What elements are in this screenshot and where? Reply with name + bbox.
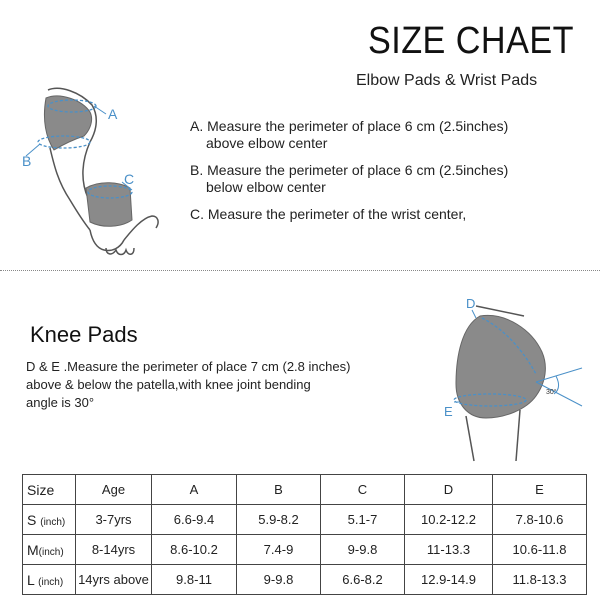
value-cell-b: 9-9.8 xyxy=(237,565,321,595)
value-cell-b: 7.4-9 xyxy=(237,535,321,565)
wrist-pad-shape xyxy=(86,183,132,227)
section-divider xyxy=(0,270,600,271)
instruction-a xyxy=(190,118,508,152)
value-cell-a: 6.6-9.4 xyxy=(152,505,237,535)
size-unit: (inch) xyxy=(38,546,64,558)
size-table xyxy=(22,474,587,595)
table-header-cell: Size xyxy=(23,475,76,505)
angle-label: 30° xyxy=(546,389,557,396)
value-cell-c: 6.6-8.2 xyxy=(321,565,405,595)
value-cell-e: 11.8-13.3 xyxy=(493,565,587,595)
table-header-cell: Age xyxy=(76,475,152,505)
arm-diagram xyxy=(20,80,180,260)
size-letter: M xyxy=(27,541,39,558)
knee-description-line: angle is 30° xyxy=(26,395,95,410)
instruction-a-line1: A. Measure the perimeter of place 6 cm (2.5inches) xyxy=(190,118,509,134)
age-cell: 14yrs above xyxy=(76,565,152,595)
table-header-cell: C xyxy=(321,475,405,505)
value-cell-d: 10.2-12.2 xyxy=(405,505,493,535)
instruction-c-line1: C. Measure the perimeter of the wrist center, xyxy=(190,206,467,222)
age-cell: 3-7yrs xyxy=(76,505,152,535)
label-e: E xyxy=(444,404,453,419)
instruction-b-line2: below elbow center xyxy=(206,179,326,195)
value-cell-a: 8.6-10.2 xyxy=(152,535,237,565)
table-header-cell: D xyxy=(405,475,493,505)
size-unit: (inch) xyxy=(38,576,64,588)
instruction-b-line1: B. Measure the perimeter of place 6 cm (2.5inches) xyxy=(190,162,509,178)
elbow-pad-shape xyxy=(44,96,91,150)
knee-diagram xyxy=(436,296,586,466)
instruction-b xyxy=(190,162,508,196)
value-cell-b: 5.9-8.2 xyxy=(237,505,321,535)
table-header-cell: A xyxy=(152,475,237,505)
age-cell: 8-14yrs xyxy=(76,535,152,565)
instruction-a-line2: above elbow center xyxy=(206,135,328,151)
pointer-line-d xyxy=(472,310,476,318)
value-cell-c: 9-9.8 xyxy=(321,535,405,565)
value-cell-c: 5.1-7 xyxy=(321,505,405,535)
size-unit: (inch) xyxy=(40,516,66,528)
knee-section-title: Knee Pads xyxy=(30,322,138,347)
table-row xyxy=(23,535,587,565)
value-cell-d: 12.9-14.9 xyxy=(405,565,493,595)
table-header-row xyxy=(23,475,587,505)
knee-description-line: D & E .Measure the perimeter of place 7 cm (2.8 inches) xyxy=(26,359,351,374)
size-cell xyxy=(23,505,76,535)
value-cell-e: 7.8-10.6 xyxy=(493,505,587,535)
label-b: B xyxy=(22,153,32,169)
value-cell-e: 10.6-11.8 xyxy=(493,535,587,565)
label-c: C xyxy=(124,171,135,187)
size-cell xyxy=(23,535,76,565)
page-subtitle: Elbow Pads & Wrist Pads xyxy=(356,72,538,89)
knee-description xyxy=(26,358,426,412)
value-cell-a: 9.8-11 xyxy=(152,565,237,595)
knee-description-line: above & below the patella,with knee joint bending xyxy=(26,377,311,392)
table-row xyxy=(23,565,587,595)
value-cell-d: 11-13.3 xyxy=(405,535,493,565)
size-letter: L xyxy=(27,571,35,588)
table-header-cell: E xyxy=(493,475,587,505)
size-letter: S xyxy=(27,511,37,528)
label-a: A xyxy=(108,106,118,122)
instruction-c xyxy=(190,206,466,223)
label-d: D xyxy=(466,296,476,311)
size-cell xyxy=(23,565,76,595)
table-row xyxy=(23,505,587,535)
table-header-cell: B xyxy=(237,475,321,505)
page-title: SIZE CHAET xyxy=(368,20,574,62)
